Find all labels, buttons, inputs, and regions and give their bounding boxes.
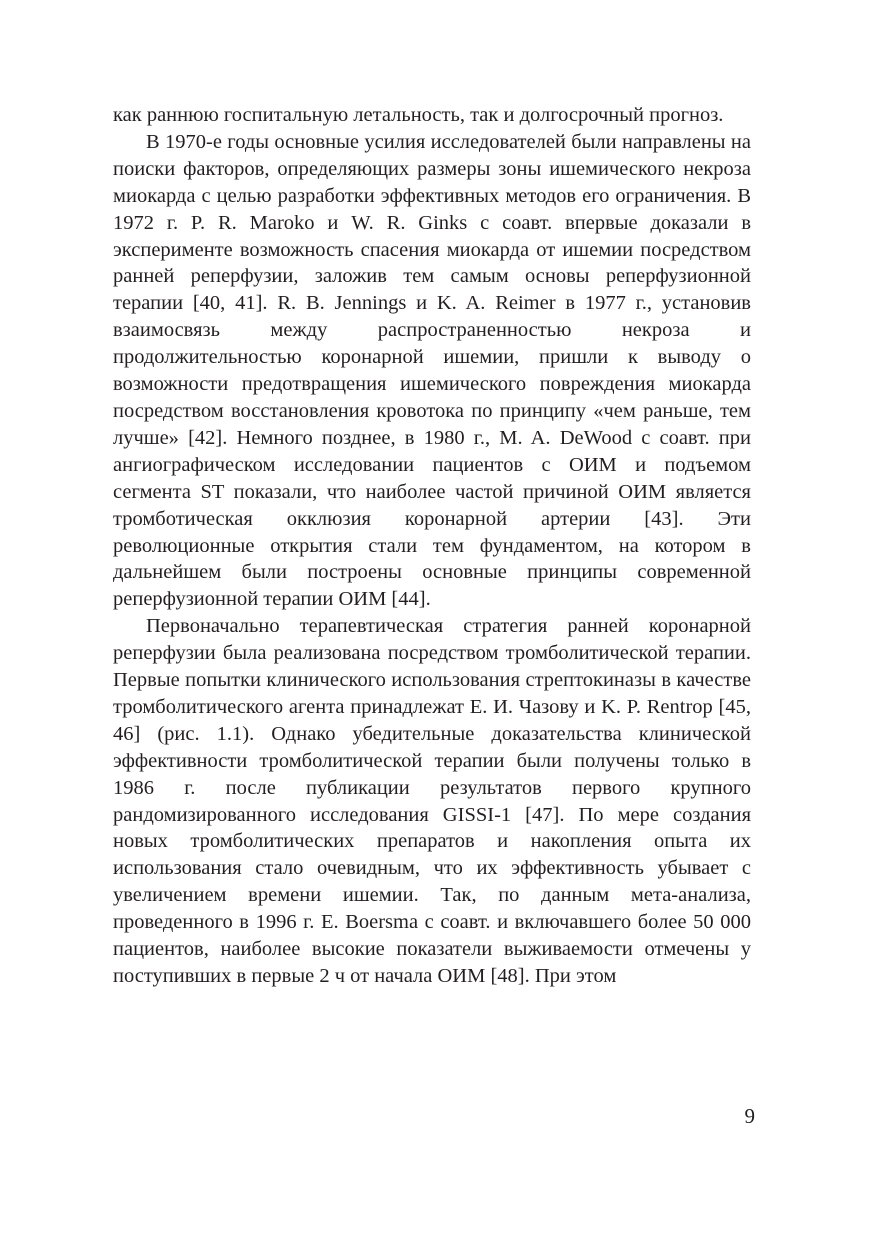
page-number: 9	[744, 1104, 755, 1128]
paragraph-thrombolytic-therapy: Первоначально терапевтическая стратегия ранней коронарной реперфузии была реализована посредством тромболитической терапии. Первые попытки клинического использования стрептокиназы в качестве тромболитического агента принадлежат Е. И. Чазову и K. P. Rentrop [45, 46] (рис. 1.1). Однако убедительные доказательства клинической эффективности тромболитической терапии были получены только в 1986 г. после публикации результатов первого крупного рандомизированного исследования GISSI-1 [47]. По мере создания новых тромболитических препаратов и накопления опыта их использования стало очевидным, что их эффективность убывает с увеличением времени ишемии. Так, по данным мета-анализа, проведенного в 1996 г. E. Boersma с соавт. и включавшего более 50 000 пациентов, наиболее высокие показатели выживаемости отмечены у поступивших в первые 2 ч от начала ОИМ [48]. При этом	[113, 615, 751, 987]
paragraph-1970s-research: В 1970-е годы основные усилия исследователей были направлены на поиски факторов, определяющих размеры зоны ишемического некроза миокарда с целью разработки эффективных методов его ограничения. В 1972 г. P. R. Maroko и W. R. Ginks с соавт. впервые доказали в эксперименте возможность спасения миокарда от ишемии посредством ранней реперфузии, заложив тем самым основы реперфузионной терапии [40, 41]. R. B. Jennings и K. A. Reimer в 1977 г., установив взаимосвязь между распространенностью некроза и продолжительностью коронарной ишемии, пришли к выводу о возможности предотвращения ишемического повреждения миокарда посредством восстановления кровотока по принципу «чем раньше, тем лучше» [42]. Немного позднее, в 1980 г., M. A. DeWood с соавт. при ангиографическом исследовании пациентов с ОИМ и подъемом сегмента ST показали, что наиболее частой причиной ОИМ является тромботическая окклюзия коронарной артерии [43]. Эти революционные открытия стали тем фундаментом, на котором в дальнейшем были построены основные принципы современной реперфузионной терапии ОИМ [44].	[113, 130, 751, 611]
body-text	[113, 102, 751, 990]
paragraph-continuation: как раннюю госпитальную летальность, так и долгосрочный прогноз.	[113, 104, 724, 126]
